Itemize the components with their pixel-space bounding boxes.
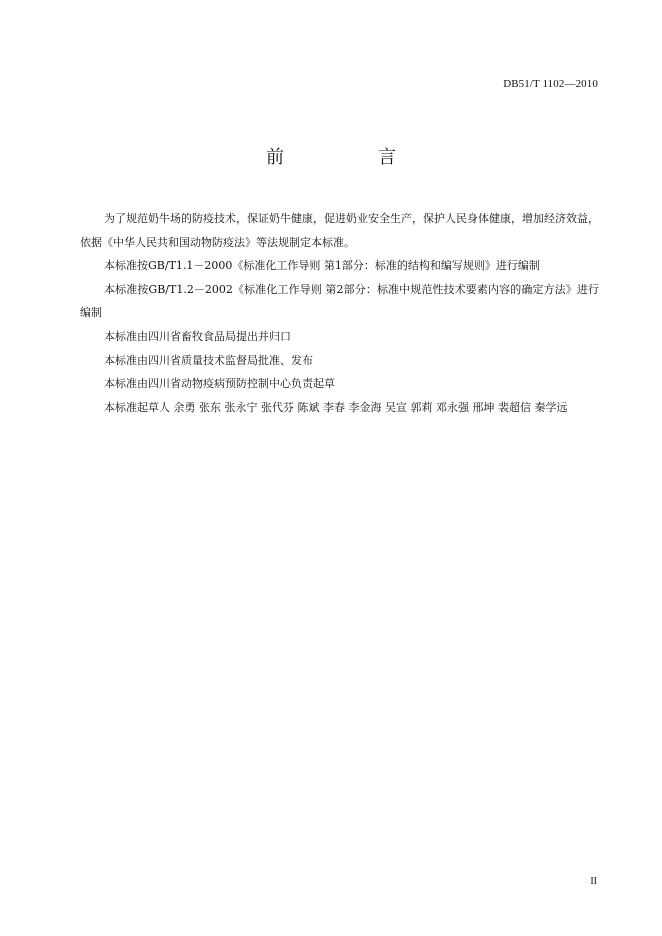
page-title: 前 言 bbox=[266, 147, 434, 168]
standard-code: DB51/T 1102—2010 bbox=[503, 78, 598, 90]
paragraph-proposer: 本标准由四川省畜牧食品局提出并归口 bbox=[104, 329, 291, 343]
foreword-body bbox=[80, 207, 599, 419]
paragraph-approver: 本标准由四川省质量技术监督局批准、发布 bbox=[104, 353, 313, 367]
paragraph-drafting-unit: 本标准由四川省动物疫病预防控制中心负责起草 bbox=[104, 377, 335, 391]
paragraph-drafting-rule-1: 本标准按GB/T1.1－2000《标准化工作导则 第1部分：标准的结构和编写规则》进行编制 bbox=[104, 259, 540, 273]
page-number: II bbox=[590, 876, 597, 887]
paragraph-drafting-rule-2: 本标准按GB/T1.2－2002《标准化工作导则 第2部分：标准中规范性技术要素内容的确定方法》进行编制 bbox=[80, 282, 599, 320]
paragraph-drafters: 本标准起草人 余勇 张东 张永宁 张代芬 陈斌 李春 李金海 吴宣 郭莉 邓永强 邢坤 裴超信 秦学远 bbox=[104, 400, 568, 414]
paragraph-purpose: 为了规范奶牛场的防疫技术，保证奶牛健康，促进奶业安全生产，保护人民身体健康，增加经济效益，依据《中华人民共和国动物防疫法》等法规制定本标准。 bbox=[80, 212, 599, 249]
